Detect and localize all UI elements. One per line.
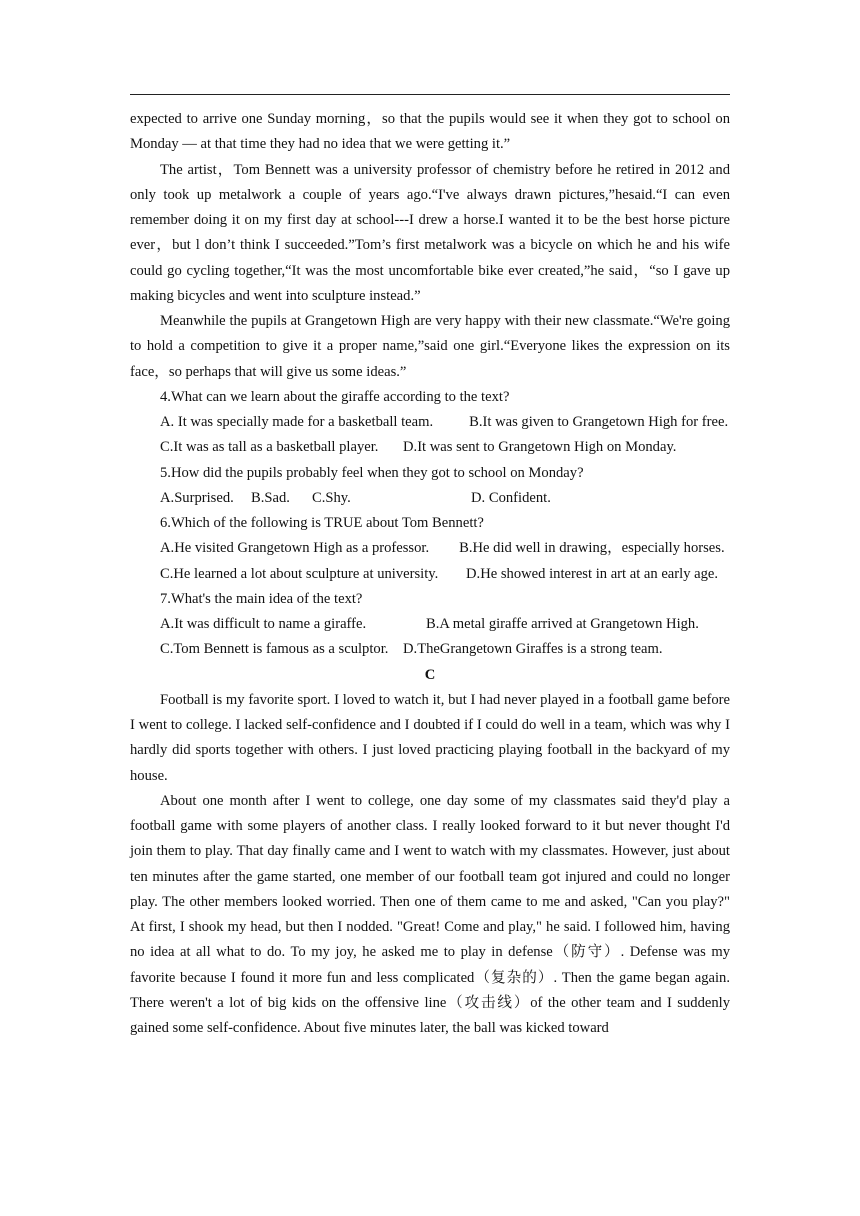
question-stem: 4.What can we learn about the giraffe according to the text? — [160, 388, 510, 405]
question-options — [130, 612, 730, 637]
option-a: A.It was difficult to name a giraffe. — [160, 616, 367, 632]
option-c: C.It was as tall as a basketball player. — [160, 439, 379, 456]
option-b: B.Sad. — [251, 489, 290, 506]
option-d: D.He showed interest in art at an early age. — [466, 565, 719, 582]
question-options — [130, 486, 730, 511]
question-options — [130, 536, 730, 561]
passage-paragraph: The artist，Tom Bennett was a university professor of chemistry before he retired in 2012 and only took up metalwork a couple of years ago.“I've always drawn pictures,”hesaid.“I can even remember doing it on my first day at school---I drew a horse.I wanted it to be the best horse picture ever，but l don’t think I succeeded.”Tom’s first metalwork was a bicycle on which he and his wife could go cycling together,“It was the most uncomfortable bike ever created,”he said，“so I gave up making bicycles and went into sculpture instead.” — [130, 161, 730, 304]
question-stem: 6.Which of the following is TRUE about Tom Bennett? — [160, 515, 484, 531]
option-d: D.It was sent to Grangetown High on Monday. — [403, 439, 677, 456]
header-rule — [130, 94, 730, 95]
question-options — [130, 410, 730, 435]
question-options — [130, 637, 730, 662]
option-a: A.He visited Grangetown High as a professor. — [160, 540, 430, 557]
question-stem: 5.How did the pupils probably feel when they got to school on Monday? — [160, 464, 584, 481]
option-d: D. Confident. — [471, 489, 551, 506]
passage-paragraph: Football is my favorite sport. I loved to watch it, but I had never played in a football game before I went to college. I lacked self-confidence and I doubted if I could do well in a team, which was why I hardly did sports together with others. I just loved practicing playing football in the backyard of my house. — [130, 691, 730, 784]
option-c: C.Tom Bennett is famous as a sculptor. — [160, 641, 389, 658]
option-b: B.He did well in drawing，especially horses. — [459, 540, 725, 557]
option-b: B.It was given to Grangetown High for free. — [469, 414, 729, 430]
option-a: A.Surprised. — [160, 489, 234, 506]
question-options — [130, 435, 730, 460]
passage-paragraph: Meanwhile the pupils at Grangetown High are very happy with their new classmate.“We're going to hold a competition to give it a proper name,”said one girl.“Everyone likes the expression on its face，so perhaps that will give us some ideas.” — [130, 313, 730, 380]
option-c: C.He learned a lot about sculpture at university. — [160, 565, 439, 582]
section-heading: C — [424, 666, 436, 683]
option-a: A. It was specially made for a basketball team. — [160, 414, 434, 430]
question-options — [130, 562, 730, 587]
question-stem: 7.What's the main idea of the text? — [160, 590, 363, 607]
option-c: C.Shy. — [312, 489, 351, 506]
passage-paragraph: expected to arrive one Sunday morning，so that the pupils would see it when they got to school on Monday — at that time they had no idea that we were getting it.” — [130, 111, 730, 153]
option-d: D.TheGrangetown Giraffes is a strong team. — [403, 641, 663, 658]
document-body — [130, 107, 730, 1041]
passage-paragraph: About one month after I went to college, one day some of my classmates said they'd play a football game with some players of another class. I really looked forward to it but never thought I'd join them to play. That day finally came and I went to watch with my classmates. However, just about ten minutes after the game started, one member of our football team got injured and could no longer play. The other members looked worried. Then one of them came to me and asked, "Can you play?" At first, I shook my head, but then I nodded. "Great! Come and play," he said. I followed him, having no idea at all what to do. To my joy, he asked me to play in defense（防守）. Defense was my favorite because I found it more fun and less complicated（复杂的）. Then the game began again. There weren't a lot of big kids on the offensive line（攻击线）of the other team and I suddenly gained some self-confidence. About five minutes later, the ball was kicked toward — [130, 792, 730, 1036]
option-b: B.A metal giraffe arrived at Grangetown High. — [426, 616, 699, 632]
